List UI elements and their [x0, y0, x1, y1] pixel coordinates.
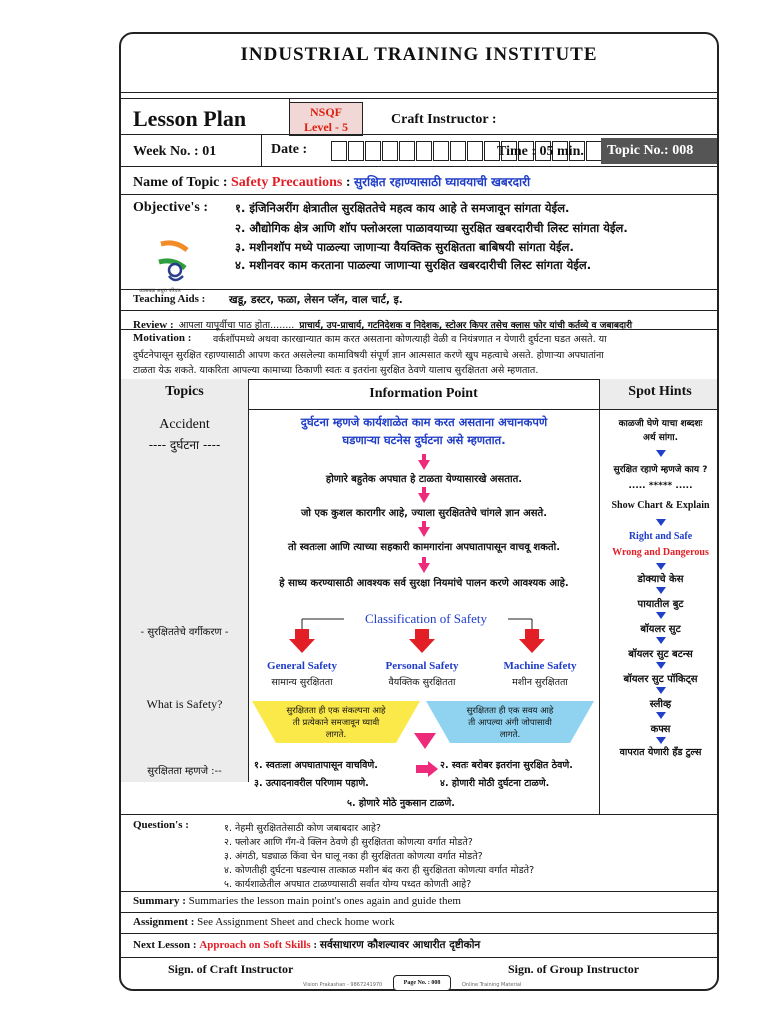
hint-item: स्लीव्ह — [649, 699, 672, 710]
material-note: Online Training Material — [462, 982, 522, 988]
review-extra: प्राचार्य, उप-प्राचार्य, गटनिदेशक व निदेशक, स्टोअर किपर तसेच क्लास फोर यांची कर्तव्ये व जबाबदारी — [299, 321, 633, 331]
concept-note: सुरक्षितता ही एक संकल्पना आहे ती प्रत्येकाने समजावून घ्यावी लागते. — [286, 706, 386, 740]
sign-craft-instructor: Sign. of Craft Instructor — [168, 962, 294, 976]
hints-column — [600, 409, 719, 814]
blue-arrow-icon — [656, 612, 666, 619]
hint-item: अर्थ सांगा. — [643, 433, 678, 443]
hint-item: ..... ***** ..... — [628, 481, 693, 491]
question-item: २. फ्लोअर आणि गँग-वे क्लिन ठेवणे ही सुरक्षितता कोणत्या वर्गात मोडते? — [224, 837, 473, 848]
info-point: तो स्वतःला आणि त्याच्या सहकारी कामगारांना अपघातापासून वाचवू शकतो. — [288, 542, 560, 553]
personal-safety: Personal Safety — [385, 660, 459, 672]
sign-group-instructor: Sign. of Group Instructor — [508, 962, 640, 976]
down-arrow-icon — [418, 563, 430, 573]
blue-arrow-icon — [656, 712, 666, 719]
review-label: Review : — [133, 319, 174, 331]
meaning-point: ४. होणारी मोठी दुर्घटना टाळणे. — [440, 778, 550, 789]
hint-item: बॉयलर सुट पॉकिट्स — [623, 674, 698, 685]
topic-accident: Accident — [159, 417, 210, 432]
page-number: Page No. : 008 — [393, 975, 451, 991]
lesson-plan-heading: Lesson Plan — [133, 106, 247, 131]
blue-arrow-icon — [656, 563, 666, 570]
down-arrow-icon — [418, 493, 430, 503]
question-item: १. नेहमी सुरक्षिततेसाठी कोण जबाबदार आहे? — [224, 823, 381, 834]
topic-marathi: सुरक्षित रहाण्यासाठी घ्यावयाची खबरदारी — [354, 175, 531, 189]
objectives-label: Objective's : — [133, 200, 209, 215]
topic-classification: - सुरक्षिततेचे वर्गीकरण - — [140, 627, 229, 638]
next-lesson-row — [133, 938, 480, 952]
objective-item: २. औद्योगिक क्षेत्र आणि शॉप फ्लोअरला पाळावयाच्या सुरक्षित खबरदारीची लिस्ट सांगता येईल. — [235, 221, 628, 235]
hint-right-safe: Right and Safe — [628, 531, 693, 542]
meaning-point: १. स्वतःला अपघातापासून वाचविणे. — [254, 760, 378, 771]
summary-label: Summary : — [133, 895, 186, 907]
summary-text: Summaries the lesson main point's ones again and guide them — [188, 895, 461, 907]
classification-title: Classification of Safety — [364, 611, 488, 626]
logo-icon — [147, 240, 207, 288]
hint-item: पायातील बुट — [637, 599, 684, 610]
next-lesson-marathi: सर्वसाधारण कौशल्यावर आधारीत दृष्टीकोन — [319, 939, 481, 951]
topic-row — [133, 173, 530, 191]
hint-item: Show Chart & Explain — [611, 500, 710, 511]
nsqf-level: Level - 5 — [304, 120, 348, 134]
blue-arrow-icon — [656, 519, 666, 526]
topic-accident-mr: ---- दुर्घटना ---- — [148, 438, 221, 452]
blue-arrow-icon — [656, 587, 666, 594]
habit-note: सुरक्षितता ही एक सवय आहे ती आपल्या अंगी जोपासावी लागते. — [466, 706, 554, 740]
hint-item: वापरात येणारी हँड टुल्स — [619, 747, 702, 758]
assignment-text: See Assignment Sheet and check home work — [197, 916, 395, 928]
institute-title: INDUSTRIAL TRAINING INSTITUTE — [240, 44, 598, 65]
general-safety-mr: सामान्य सुरक्षितता — [271, 677, 333, 688]
date-label: Date : — [271, 142, 308, 157]
next-lesson-separator: : — [313, 939, 318, 951]
meaning-point: २. स्वतः बरोबर इतरांना सुरक्षित ठेवणे. — [440, 760, 573, 771]
motivation-line: दुर्घटनेपासून सुरक्षित रहाण्यासाठी आपण करत असलेल्या कामाविषयी संपूर्ण ज्ञान आत्मसात करणे खुप महत्वाचे असते. होणाऱ्या अपघातांना — [133, 350, 604, 361]
hint-item: बॉयलर सुट बटन्स — [628, 649, 693, 660]
hint-wrong-dangerous: Wrong and Dangerous — [612, 547, 709, 558]
topic-separator: : — [345, 175, 351, 190]
blue-arrow-icon — [656, 637, 666, 644]
craft-instructor-label: Craft Instructor : — [391, 112, 497, 127]
nsqf-label: NSQF — [309, 105, 342, 119]
hint-item: कफ्स — [650, 724, 671, 735]
objective-item: १. इंजिनिअरींग क्षेत्रातील सुरक्षिततेचे महत्व काय आहे ते समजावून सांगता येईल. — [235, 201, 570, 215]
lesson-plan-sheet — [119, 32, 719, 991]
info-column — [248, 409, 600, 789]
motivation-line: टाळता येऊ शकते. याकरिता आपल्या कामाच्या ठिकाणी स्वतः व इतरांना सुरक्षित ठेवणे यालाच सुरक्षितता असे म्हणतात. — [133, 365, 539, 376]
logo-caption: ध्यासबळ अधुरा परिवार — [139, 288, 181, 294]
down-arrow-icon — [418, 527, 430, 537]
publisher-note: Vision Prakashan - 9867241970 — [303, 982, 383, 988]
question-item: ३. अंगठी, घड्याळ किंवा चेन घालू नका ही सुरक्षितता कोणत्या वर्गात मोडते? — [224, 851, 483, 862]
question-item: ४. कोणतीही दुर्घटना घडल्यास तात्काळ मशीन बंद करा ही सुरक्षितता कोणत्या वर्गात मोडते? — [224, 865, 535, 876]
time-label: Time : 05 min. — [497, 144, 584, 159]
question-item: ५. कार्यशाळेतील अपघात टाळण्यासाठी सर्वात योग्य पध्दत कोणती आहे? — [224, 879, 472, 890]
motivation-line: वर्कशॉपमध्ये अथवा कारखान्यात काम करत असताना कोणत्याही वेळी व नियंत्रणात न येणारी दुर्घटना घडत असते. या — [213, 334, 607, 345]
info-point: हे साध्य करण्यासाठी आवश्यक सर्व सुरक्षा नियमांचे पालन करणे आवश्यक आहे. — [279, 578, 569, 589]
next-lesson-label: Next Lesson : — [133, 939, 197, 951]
objective-item: ३. मशीनशॉप मध्ये पाळल्या जाणाऱ्या वैयक्तिक सुरक्षितता बाबिषयी सांगता येईल. — [235, 240, 574, 254]
hint-item: डोक्याचे केस — [637, 574, 684, 585]
general-safety: General Safety — [267, 660, 337, 672]
review-text: आपला यापूर्वीचा पाठ होता........ — [178, 320, 295, 331]
pink-arrow-icon — [416, 761, 438, 777]
meaning-point: ५. होणारे मोठे नुकसान टाळणे. — [347, 798, 455, 809]
blue-arrow-icon — [656, 662, 666, 669]
topic-number: Topic No.: 008 — [601, 138, 719, 164]
hints-column-header: Spot Hints — [628, 384, 692, 399]
assignment-label: Assignment : — [133, 916, 195, 928]
blue-arrow-icon — [656, 687, 666, 694]
topic-safety-meaning: सुरक्षितता म्हणजे :-- — [147, 766, 222, 777]
objective-item: ४. मशीनवर काम करताना पाळल्या जाणाऱ्या सुरक्षित खबरदारीची लिस्ट सांगता येईल. — [235, 258, 592, 272]
machine-safety: Machine Safety — [503, 660, 577, 672]
hint-item: सुरक्षित रहाणे म्हणजे काय ? — [613, 465, 708, 475]
hint-item: बॉयलर सुट — [640, 624, 681, 635]
topic-what-is-safety: What is Safety? — [146, 697, 223, 711]
info-point: जो एक कुशल कारागीर आहे, ज्याला सुरक्षिततेचे चांगले ज्ञान असते. — [300, 508, 548, 519]
next-lesson-english: Approach on Soft Skills — [199, 939, 311, 951]
hint-item: काळजी घेणे याचा शब्दशः — [618, 419, 703, 429]
topics-column-header: Topics — [165, 384, 204, 399]
down-arrow-icon — [418, 460, 430, 470]
teaching-aids-value: खडू, डस्टर, फळा, लेसन प्लॅन, वाल चार्ट, इ. — [229, 294, 403, 306]
questions-label: Question's : — [133, 819, 189, 831]
assignment-row — [133, 916, 395, 928]
info-headline: दुर्घटना म्हणजे कार्यशाळेत काम करत असताना अचानकपणे — [300, 415, 548, 429]
motivation-label: Motivation : — [133, 332, 192, 344]
nsqf-badge — [289, 102, 363, 136]
topic-label: Name of Topic : — [133, 175, 228, 190]
blue-arrow-icon — [656, 450, 666, 457]
teaching-aids-label: Teaching Aids : — [133, 293, 206, 305]
week-number: Week No. : 01 — [133, 144, 217, 159]
machine-safety-mr: मशीन सुरक्षितता — [512, 677, 568, 688]
info-column-header: Information Point — [369, 386, 478, 401]
info-point: होणारे बहुतेक अपघात हे टाळता येण्यासारखे असतात. — [325, 474, 523, 485]
meaning-point: ३. उत्पादनावरील परिणाम पहाणे. — [254, 778, 369, 789]
info-headline: घडणाऱ्या घटनेस दुर्घटना असे म्हणतात. — [342, 433, 506, 447]
summary-row — [133, 895, 461, 907]
topic-english: Safety Precautions — [231, 175, 343, 190]
blue-arrow-icon — [656, 737, 666, 744]
topics-column — [121, 409, 248, 782]
personal-safety-mr: वैयक्तिक सुरक्षितता — [388, 677, 456, 688]
